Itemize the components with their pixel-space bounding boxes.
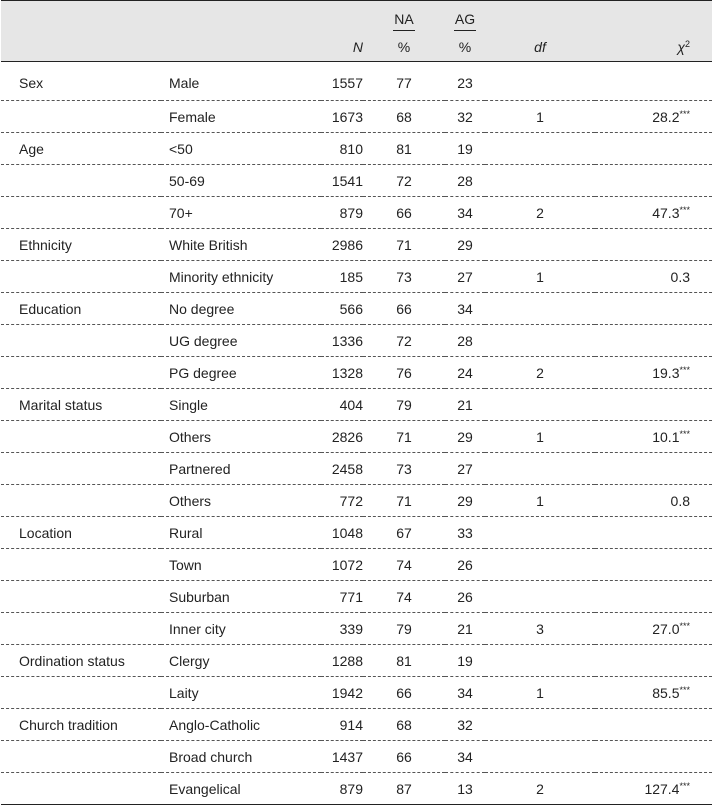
variable-cell: [1, 357, 161, 389]
variable-cell: [1, 421, 161, 453]
table-header: [1, 1, 712, 62]
df-cell: [485, 62, 595, 101]
table-row: [1, 613, 712, 645]
significance-stars: ***: [679, 204, 690, 215]
n-cell: 1336: [321, 325, 363, 357]
ag-pct-cell: 34: [445, 197, 485, 229]
df-cell: 3: [485, 613, 595, 645]
ag-pct-cell: 13: [445, 773, 485, 805]
n-cell: 1437: [321, 741, 363, 773]
table-row: [1, 101, 712, 133]
table-row: [1, 325, 712, 357]
chi-square-value: 0.8: [670, 492, 690, 509]
level-cell: Inner city: [161, 613, 321, 645]
significance-stars: ***: [679, 780, 690, 791]
ag-pct-cell: 19: [445, 133, 485, 165]
na-pct-cell: 87: [363, 773, 445, 805]
table-row: [1, 453, 712, 485]
table-row: [1, 229, 712, 261]
chi-square-value: 127.4: [644, 780, 680, 797]
df-cell: 1: [485, 421, 595, 453]
df-cell: [485, 709, 595, 741]
na-pct-cell: 68: [363, 709, 445, 741]
na-pct-cell: 71: [363, 229, 445, 261]
df-cell: [485, 133, 595, 165]
chi-square-cell: [595, 101, 712, 133]
significance-stars: ***: [679, 428, 690, 439]
chi-square-value: 47.3: [652, 204, 680, 221]
ag-pct-cell: 32: [445, 709, 485, 741]
na-group-header: NA: [363, 1, 445, 34]
na-pct-header: %: [363, 33, 445, 62]
table-row: [1, 197, 712, 229]
variable-cell: [1, 613, 161, 645]
chi-square-value: 10.1: [652, 428, 680, 445]
header-row-groups: [1, 1, 712, 34]
header-row-columns: [1, 33, 712, 62]
table-row: [1, 261, 712, 293]
variable-cell: [1, 741, 161, 773]
variable-cell: [1, 549, 161, 581]
n-cell: 1072: [321, 549, 363, 581]
level-cell: Town: [161, 549, 321, 581]
table-row: [1, 357, 712, 389]
level-cell: Single: [161, 389, 321, 421]
na-pct-cell: 71: [363, 421, 445, 453]
level-cell: White British: [161, 229, 321, 261]
level-cell: Suburban: [161, 581, 321, 613]
ag-pct-cell: 21: [445, 389, 485, 421]
level-cell: Anglo-Catholic: [161, 709, 321, 741]
chi-square-cell: [595, 709, 712, 741]
df-column-header: df: [485, 33, 595, 62]
chi-square-value: 19.3: [652, 364, 680, 381]
na-pct-cell: 76: [363, 357, 445, 389]
n-cell: 772: [321, 485, 363, 517]
table-row: [1, 773, 712, 805]
variable-cell: Age: [1, 133, 161, 165]
ag-pct-cell: 24: [445, 357, 485, 389]
df-cell: [485, 581, 595, 613]
variable-cell: [1, 325, 161, 357]
n-cell: 2826: [321, 421, 363, 453]
chi-square-cell: [595, 325, 712, 357]
chi-square-cell: [595, 62, 712, 101]
chi-square-cell: [595, 613, 712, 645]
variable-cell: Marital status: [1, 389, 161, 421]
na-pct-cell: 66: [363, 197, 445, 229]
df-cell: 1: [485, 677, 595, 709]
na-pct-cell: 74: [363, 549, 445, 581]
df-cell: 1: [485, 261, 595, 293]
variable-cell: Church tradition: [1, 709, 161, 741]
table-row: [1, 581, 712, 613]
ag-pct-cell: 27: [445, 261, 485, 293]
chi-square-cell: [595, 485, 712, 517]
significance-stars: ***: [679, 684, 690, 695]
results-table: [1, 0, 712, 805]
level-cell: 50-69: [161, 165, 321, 197]
ag-pct-header: %: [445, 33, 485, 62]
level-cell: 70+: [161, 197, 321, 229]
table-row: [1, 485, 712, 517]
n-cell: 1557: [331, 75, 363, 91]
chi-square-cell: [595, 773, 712, 805]
variable-cell: [1, 453, 161, 485]
ag-pct-cell: 27: [445, 453, 485, 485]
level-cell: <50: [161, 133, 321, 165]
variable-cell: [1, 197, 161, 229]
n-cell: 404: [321, 389, 363, 421]
level-cell: Male: [169, 75, 200, 91]
variable-cell: Ethnicity: [1, 229, 161, 261]
chi-square-cell: [595, 357, 712, 389]
n-cell: 1942: [321, 677, 363, 709]
variable-cell: Ordination status: [1, 645, 161, 677]
n-cell: 1328: [321, 357, 363, 389]
table-row: [1, 389, 712, 421]
na-pct-cell: 81: [363, 133, 445, 165]
chi-square-cell: [595, 197, 712, 229]
ag-pct-cell: 34: [445, 741, 485, 773]
table-row: [1, 645, 712, 677]
ag-pct-cell: 29: [445, 421, 485, 453]
table-row: [1, 517, 712, 549]
df-cell: [485, 453, 595, 485]
ag-pct-cell: 19: [445, 645, 485, 677]
n-cell: 2458: [321, 453, 363, 485]
na-pct-cell: 67: [363, 517, 445, 549]
variable-cell: [1, 101, 161, 133]
na-pct-cell: 79: [363, 389, 445, 421]
level-cell: Others: [161, 485, 321, 517]
ag-pct-cell: 29: [445, 485, 485, 517]
significance-stars: ***: [679, 108, 690, 119]
chi-square-cell: [595, 677, 712, 709]
df-cell: [485, 517, 595, 549]
variable-cell: [1, 677, 161, 709]
df-cell: 1: [485, 485, 595, 517]
df-cell: [485, 229, 595, 261]
chi-square-cell: [595, 741, 712, 773]
chi-square-value: 28.2: [652, 108, 680, 125]
na-pct-cell: 73: [363, 453, 445, 485]
table-row: [1, 62, 712, 101]
ag-pct-cell: 34: [445, 293, 485, 325]
chi-square-cell: [595, 261, 712, 293]
table-row: [1, 293, 712, 325]
na-pct-cell: 66: [363, 677, 445, 709]
chi-square-cell: [595, 581, 712, 613]
level-cell: Laity: [161, 677, 321, 709]
df-cell: [485, 389, 595, 421]
ag-pct-cell: 33: [445, 517, 485, 549]
table-body: [1, 62, 712, 805]
level-cell: UG degree: [161, 325, 321, 357]
n-cell: 771: [321, 581, 363, 613]
variable-cell: [1, 165, 161, 197]
table-row: [1, 741, 712, 773]
ag-pct-cell: 34: [445, 677, 485, 709]
n-cell: 1048: [321, 517, 363, 549]
na-pct-cell: 72: [363, 325, 445, 357]
chi-square-value: 27.0: [652, 620, 680, 637]
significance-stars: ***: [679, 364, 690, 375]
level-cell: Rural: [161, 517, 321, 549]
variable-cell: [1, 773, 161, 805]
ag-group-header: AG: [445, 1, 485, 34]
df-cell: [485, 293, 595, 325]
ag-pct-cell: 23: [457, 75, 473, 91]
na-pct-cell: 72: [363, 165, 445, 197]
variable-cell: [1, 261, 161, 293]
table-row: [1, 421, 712, 453]
level-cell: Others: [161, 421, 321, 453]
level-cell: Broad church: [161, 741, 321, 773]
significance-stars: ***: [679, 620, 690, 631]
n-cell: 810: [321, 133, 363, 165]
table-row: [1, 165, 712, 197]
na-pct-cell: 66: [363, 293, 445, 325]
na-pct-cell: 73: [363, 261, 445, 293]
chi-square-cell: [595, 165, 712, 197]
df-cell: [485, 549, 595, 581]
chi-square-cell: [595, 453, 712, 485]
df-cell: 2: [485, 773, 595, 805]
table-row: [1, 677, 712, 709]
n-cell: 2986: [321, 229, 363, 261]
variable-cell: Location: [1, 517, 161, 549]
n-cell: 879: [321, 773, 363, 805]
chi-square-cell: [595, 645, 712, 677]
df-cell: [485, 165, 595, 197]
level-cell: PG degree: [161, 357, 321, 389]
df-cell: 2: [485, 357, 595, 389]
variable-cell: [1, 485, 161, 517]
level-cell: Minority ethnicity: [161, 261, 321, 293]
variable-cell: Education: [1, 293, 161, 325]
na-pct-cell: 71: [363, 485, 445, 517]
chi-square-value: 0.3: [670, 268, 690, 285]
n-cell: 339: [321, 613, 363, 645]
chi-square-cell: [595, 517, 712, 549]
df-cell: [485, 741, 595, 773]
level-cell: Partnered: [161, 453, 321, 485]
df-cell: [485, 325, 595, 357]
chi-square-cell: [595, 421, 712, 453]
ag-pct-cell: 32: [445, 101, 485, 133]
df-cell: 2: [485, 197, 595, 229]
chi-square-column-header: $\chi^2$: [595, 33, 712, 62]
level-cell: Evangelical: [161, 773, 321, 805]
df-cell: 1: [485, 101, 595, 133]
ag-pct-cell: 28: [445, 165, 485, 197]
table-row: [1, 709, 712, 741]
n-cell: 185: [321, 261, 363, 293]
na-pct-cell: 79: [363, 613, 445, 645]
na-pct-cell: 68: [363, 101, 445, 133]
chi-square-cell: [595, 229, 712, 261]
table-row: [1, 133, 712, 165]
ag-pct-cell: 26: [445, 581, 485, 613]
level-cell: No degree: [161, 293, 321, 325]
chi-square-value: 85.5: [652, 684, 680, 701]
ag-pct-cell: 21: [445, 613, 485, 645]
df-cell: [485, 645, 595, 677]
n-column-header: N: [321, 33, 363, 62]
ag-pct-cell: 29: [445, 229, 485, 261]
variable-cell: Sex: [19, 75, 44, 91]
n-cell: 1541: [321, 165, 363, 197]
level-cell: Female: [161, 101, 321, 133]
chi-square-cell: [595, 389, 712, 421]
n-cell: 566: [321, 293, 363, 325]
n-cell: 879: [321, 197, 363, 229]
n-cell: 1673: [321, 101, 363, 133]
n-cell: 914: [321, 709, 363, 741]
ag-pct-cell: 28: [445, 325, 485, 357]
chi-square-cell: [595, 293, 712, 325]
variable-cell: [1, 581, 161, 613]
level-cell: Clergy: [161, 645, 321, 677]
chi-square-cell: [595, 133, 712, 165]
na-pct-cell: 74: [363, 581, 445, 613]
ag-pct-cell: 26: [445, 549, 485, 581]
table-row: [1, 549, 712, 581]
n-cell: 1288: [321, 645, 363, 677]
na-pct-cell: 77: [396, 75, 412, 91]
na-pct-cell: 66: [363, 741, 445, 773]
chi-square-cell: [595, 549, 712, 581]
na-pct-cell: 81: [363, 645, 445, 677]
